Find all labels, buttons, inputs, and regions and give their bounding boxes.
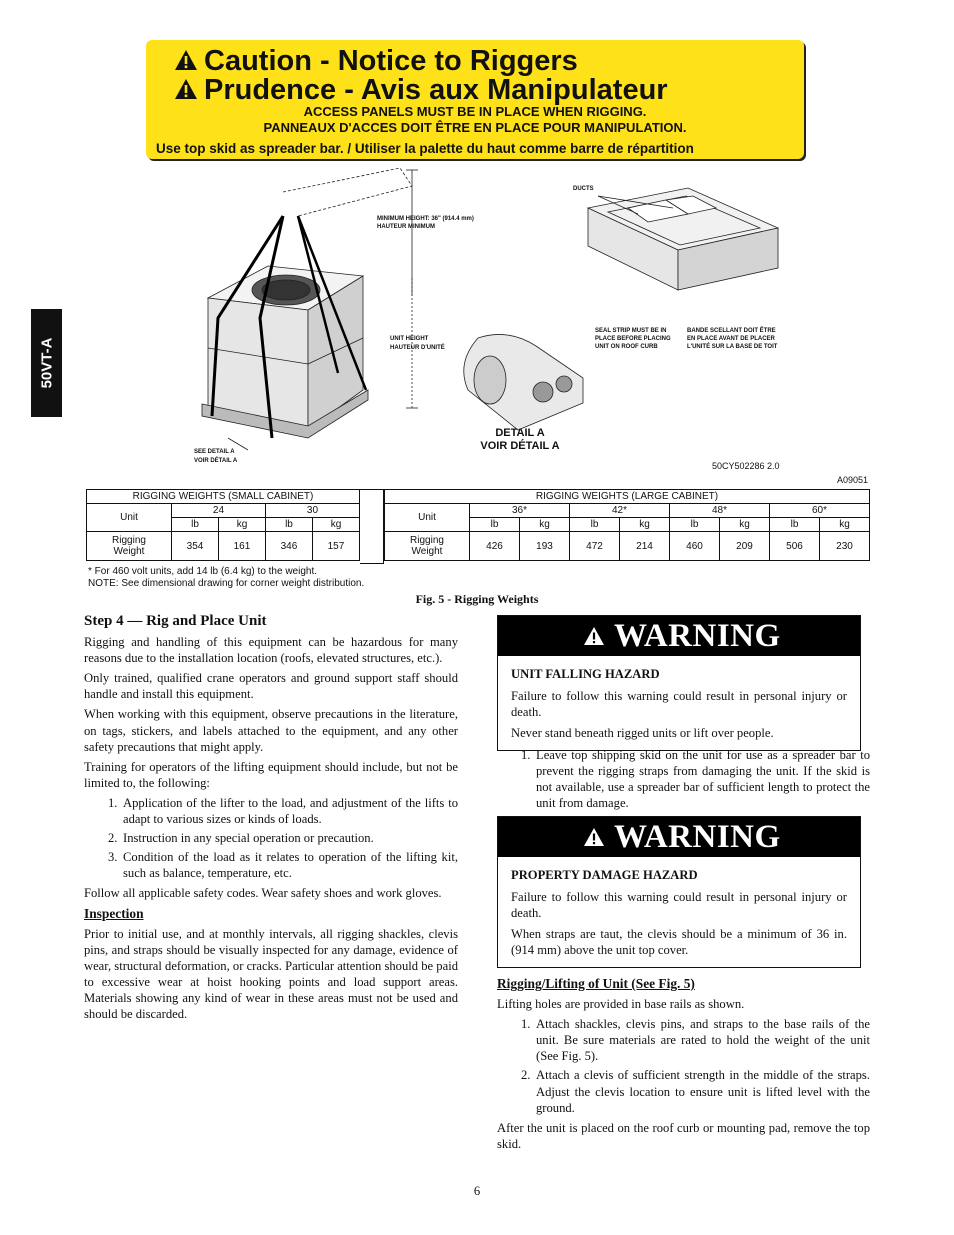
value-cell: 209 xyxy=(720,532,770,561)
caution-title-en xyxy=(174,46,578,76)
paragraph: When working with this equipment, observe precautions in the literature, on tags, stickers, and labels attached to the equipment, and any other safety precautions that might apply. xyxy=(84,707,458,754)
warning-header xyxy=(498,817,860,857)
value-cell: 354 xyxy=(172,532,219,561)
paragraph: Training for operators of the lifting equipment should include, but not be limited to, the following: xyxy=(84,759,458,790)
model-header: 48* xyxy=(670,504,770,518)
value-cell: 214 xyxy=(620,532,670,561)
seal-strip-label-2: PLACE BEFORE PLACING xyxy=(595,336,671,342)
seal-strip-label-fr-2: EN PLACE AVANT DE PLACER xyxy=(687,336,775,342)
unit-header: Unit xyxy=(87,504,172,532)
skid-list xyxy=(497,747,870,811)
caution-banner xyxy=(146,40,804,159)
unit-kg: kg xyxy=(218,518,265,532)
min-height-label: MINIMUM HEIGHT: 36" (914.4 mm) xyxy=(377,216,474,222)
right-column-lower xyxy=(497,972,870,1156)
large-table-title: RIGGING WEIGHTS (LARGE CABINET) xyxy=(385,490,870,504)
paragraph: Only trained, qualified crane operators and ground support staff should handle and install this equipment. xyxy=(84,671,458,702)
step-heading: Step 4 — Rig and Place Unit xyxy=(84,613,267,629)
paragraph: Prior to initial use, and at monthly intervals, all rigging shackles, clevis pins, and straps should be visually inspected for any damage, evidence of wear, structural deformation, or cracks. Particular attention should be paid to excessive wear at hoist hooking points and load support areas. Materials showing any kind of wear in these areas must not be used and should be discarded. xyxy=(84,926,458,1022)
unit-kg: kg xyxy=(312,518,359,532)
large-cabinet-table xyxy=(384,489,870,561)
seal-strip-label: SEAL STRIP MUST BE IN xyxy=(595,328,667,334)
caution-line-1: Caution - Notice to Riggers xyxy=(204,45,578,77)
paragraph: Lifting holes are provided in base rails as shown. xyxy=(497,997,745,1012)
small-table-title: RIGGING WEIGHTS (SMALL CABINET) xyxy=(87,490,360,504)
list-item: 2. Instruction in any special operation or precaution. xyxy=(108,831,374,846)
rigging-figure xyxy=(188,168,878,486)
unit-kg: kg xyxy=(520,518,570,532)
warning-body xyxy=(498,656,860,750)
inspection-heading: Inspection xyxy=(84,905,144,921)
seal-strip-label-fr: BANDE SCELLANT DOIT ÊTRE xyxy=(687,328,776,334)
voltage-note: * For 460 volt units, add 14 lb (6.4 kg) to the weight. xyxy=(88,566,318,577)
small-cabinet-table xyxy=(86,489,360,561)
warning-box-falling xyxy=(497,615,861,751)
warning-triangle-icon xyxy=(174,78,198,100)
list-item-text: Instruction in any special operation or precaution. xyxy=(123,831,374,846)
list-item-text: Condition of the load as it relates to operation of the lifting kit, such as balance, temperature, etc. xyxy=(123,850,458,881)
figure-id: A09051 xyxy=(837,475,869,485)
paragraph: Never stand beneath rigged units or lift over people. xyxy=(511,726,774,741)
row-label-line-1: Rigging xyxy=(410,535,444,546)
value-cell: 346 xyxy=(265,532,312,561)
paragraph: When straps are taut, the clevis should be a minimum of 36 in. (914 mm) above the unit top cover. xyxy=(511,927,847,958)
unit-height-label: UNIT HEIGHT xyxy=(390,336,429,342)
min-height-label-fr: HAUTEUR MINIMUM xyxy=(377,224,435,230)
list-item: 1. Leave top shipping skid on the unit for use as a spreader bar to prevent the rigging straps from damaging the unit. If the skid is not available, use a spreader bar of sufficient length to protect the unit from damage. xyxy=(521,748,870,811)
seal-strip-label-fr-3: L'UNITÉ SUR LA BASE DE TOIT xyxy=(687,344,778,350)
caution-sub-fr: PANNEAUX D'ACCES DOIT ÊTRE EN PLACE POUR MANIPULATION. xyxy=(263,120,687,135)
unit-kg: kg xyxy=(620,518,670,532)
unit-kg: kg xyxy=(820,518,870,532)
warning-header xyxy=(498,616,860,656)
value-cell: 472 xyxy=(570,532,620,561)
side-tab-label: 50VT-A xyxy=(38,337,55,389)
detail-a-label-fr: VOIR DÉTAIL A xyxy=(480,440,560,452)
model-header: 60* xyxy=(770,504,870,518)
table-divider xyxy=(360,489,384,564)
list-item-text: Attach a clevis of sufficient strength in the middle of the straps. Adjust the clevis location to ensure unit is lifted level with the ground. xyxy=(536,1068,870,1115)
list-item: 2. Attach a clevis of sufficient strength in the middle of the straps. Adjust the clevis location to ensure unit is lifted level with the ground. xyxy=(521,1068,870,1115)
value-cell: 230 xyxy=(820,532,870,561)
model-header: 36* xyxy=(470,504,570,518)
value-cell: 193 xyxy=(520,532,570,561)
value-cell: 506 xyxy=(770,532,820,561)
detail-a-label: DETAIL A xyxy=(495,427,545,439)
unit-lb: lb xyxy=(470,518,520,532)
figure-caption: Fig. 5 - Rigging Weights xyxy=(415,592,539,606)
list-item: 1. Attach shackles, clevis pins, and straps to the base rails of the unit. Be sure materials are rated to hold the weight of the unit (See Fig. 5). xyxy=(521,1017,870,1064)
row-label-line-1: Rigging xyxy=(112,535,146,546)
unit-lb: lb xyxy=(570,518,620,532)
model-header: 42* xyxy=(570,504,670,518)
warning-triangle-icon xyxy=(583,827,605,847)
paragraph: Rigging and handling of this equipment can be hazardous for many reasons due to the installation location (roofs, elevated structures, etc.). xyxy=(84,635,458,666)
list-item-text: Attach shackles, clevis pins, and straps to the base rails of the unit. Be sure materials are rated to hold the weight of the unit (See Fig. 5). xyxy=(536,1017,870,1064)
paragraph: Failure to follow this warning could result in personal injury or death. xyxy=(511,689,847,720)
caution-title-fr xyxy=(174,75,668,105)
left-column xyxy=(84,613,458,1026)
corner-weight-note: NOTE: See dimensional drawing for corner weight distribution. xyxy=(88,578,365,589)
unit-height-label-fr: HAUTEUR D'UNITÉ xyxy=(390,345,445,351)
warning-triangle-icon xyxy=(174,49,198,71)
row-label xyxy=(385,532,470,561)
row-label-line-2: Weight xyxy=(113,546,145,557)
value-cell: 426 xyxy=(470,532,520,561)
list-item: 1. Application of the lifter to the load, and adjustment of the lifts to adapt to various sizes or kinds of loads. xyxy=(108,795,458,827)
warning-box-property xyxy=(497,816,861,968)
training-list xyxy=(84,795,458,881)
list-item: 3. Condition of the load as it relates to operation of the lifting kit, such as balance, temperature, etc. xyxy=(108,850,458,881)
value-cell: 157 xyxy=(312,532,359,561)
unit-header: Unit xyxy=(385,504,470,532)
drawing-number: 50CY502286 2.0 xyxy=(712,461,780,471)
paragraph: Failure to follow this warning could result in personal injury or death. xyxy=(511,890,847,921)
paragraph: After the unit is placed on the roof curb or mounting pad, remove the top skid. xyxy=(497,1120,870,1151)
warning-title: WARNING xyxy=(614,819,781,855)
model-header: 24 xyxy=(172,504,266,518)
list-item-text: Application of the lifter to the load, and adjustment of the lifts to adapt to various sizes or kinds of loads. xyxy=(123,795,458,827)
side-tab xyxy=(31,309,62,417)
warning-triangle-icon xyxy=(583,626,605,646)
right-item-1-block xyxy=(497,747,870,815)
unit-lb: lb xyxy=(265,518,312,532)
warning-title: WARNING xyxy=(614,618,781,654)
see-detail-label-fr: VOIR DÉTAIL A xyxy=(194,458,238,464)
list-item-text: Leave top shipping skid on the unit for use as a spreader bar to prevent the rigging straps from damaging the unit. If the skid is not available, use a spreader bar of sufficient length to protect the unit from damage. xyxy=(536,748,870,811)
unit-lb: lb xyxy=(670,518,720,532)
value-cell: 161 xyxy=(218,532,265,561)
rigging-heading: Rigging/Lifting of Unit (See Fig. 5) xyxy=(497,976,695,991)
value-cell: 460 xyxy=(670,532,720,561)
row-label-line-2: Weight xyxy=(411,546,443,557)
caution-sub-en: ACCESS PANELS MUST BE IN PLACE WHEN RIGGING. xyxy=(303,104,647,119)
hazard-title: PROPERTY DAMAGE HAZARD xyxy=(511,868,698,882)
ducts-label: DUCTS xyxy=(573,186,594,192)
unit-kg: kg xyxy=(720,518,770,532)
page-number: 6 xyxy=(473,1184,481,1198)
model-header: 30 xyxy=(265,504,359,518)
see-detail-label: SEE DETAIL A xyxy=(194,449,235,455)
caution-spreader-note: Use top skid as spreader bar. / Utiliser la palette du haut comme barre de répartition xyxy=(156,141,694,156)
warning-body xyxy=(498,857,860,967)
caution-line-2: Prudence - Avis aux Manipulateur xyxy=(204,74,668,106)
paragraph: Follow all applicable safety codes. Wear safety shoes and work gloves. xyxy=(84,886,442,901)
seal-strip-label-3: UNIT ON ROOF CURB xyxy=(595,344,658,350)
row-label xyxy=(87,532,172,561)
unit-lb: lb xyxy=(770,518,820,532)
hazard-title: UNIT FALLING HAZARD xyxy=(511,667,660,681)
rigging-list xyxy=(497,1016,870,1116)
unit-lb: lb xyxy=(172,518,219,532)
